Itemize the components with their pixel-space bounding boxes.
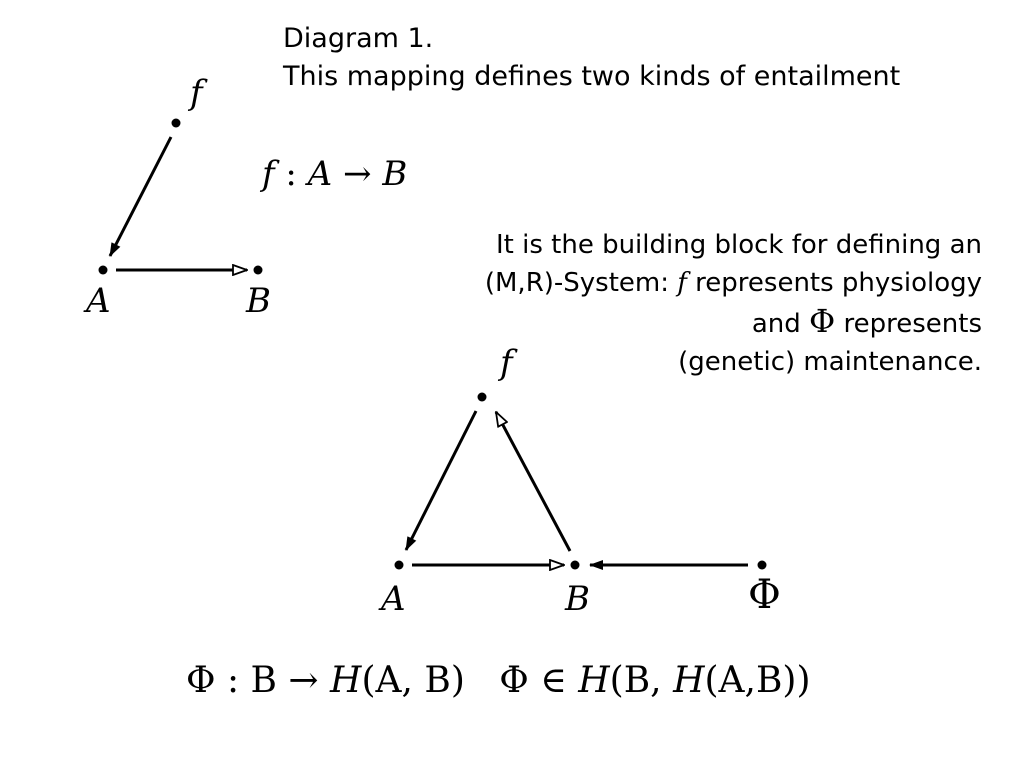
diagram-1-label-f: f — [190, 73, 203, 113]
mapping-arrow: → — [332, 154, 383, 194]
description-line-2-post: represents physiology — [686, 268, 982, 298]
arrow-b-to-f — [496, 412, 570, 551]
arrow-f-to-a — [110, 137, 171, 256]
diagram-2 — [395, 393, 767, 570]
phi-formula — [186, 660, 811, 701]
diagram-2-label-b: B — [565, 579, 590, 619]
node-b-dot — [571, 561, 580, 570]
diagram-1-label-b: B — [246, 281, 271, 321]
diagram-2-label-f: f — [500, 343, 513, 383]
formula-part-1: Φ : B → — [186, 660, 331, 701]
diagram-1 — [99, 119, 263, 275]
node-phi-dot — [758, 561, 767, 570]
description-line-1: It is the building block for defining an — [495, 230, 982, 260]
description-f: f — [677, 268, 687, 298]
node-a-dot — [395, 561, 404, 570]
mapping-a: A — [307, 154, 333, 194]
mapping-f: f — [262, 154, 275, 194]
formula-part-3: (B, — [609, 660, 674, 701]
node-a-dot — [99, 266, 108, 275]
diagram-subtitle: This mapping defines two kinds of entailment — [283, 61, 901, 92]
node-f-dot — [478, 393, 487, 402]
diagram-2-label-a: A — [381, 579, 406, 619]
formula-part-2: (A, B) Φ ∈ — [361, 660, 579, 701]
description-line-2-pre: (M,R)-System: — [484, 268, 678, 298]
formula-h-3: H — [673, 660, 705, 701]
description-line-3-post: represents — [835, 309, 982, 339]
formula-part-4: (A,B)) — [704, 660, 811, 701]
description-line-3-pre: and — [751, 309, 809, 339]
formula-h-2: H — [578, 660, 610, 701]
description-phi: Φ — [809, 302, 836, 340]
node-f-dot — [172, 119, 181, 128]
diagram-title: Diagram 1. — [283, 23, 434, 54]
mapping-colon: : — [274, 154, 308, 194]
diagram-1-label-a: A — [86, 281, 111, 321]
mapping-b: B — [382, 154, 408, 194]
formula-h-1: H — [330, 660, 362, 701]
description-line-4: (genetic) maintenance. — [678, 347, 982, 377]
node-b-dot — [254, 266, 263, 275]
diagram-2-label-phi: Φ — [748, 572, 781, 618]
arrow-f-to-a — [406, 411, 476, 550]
